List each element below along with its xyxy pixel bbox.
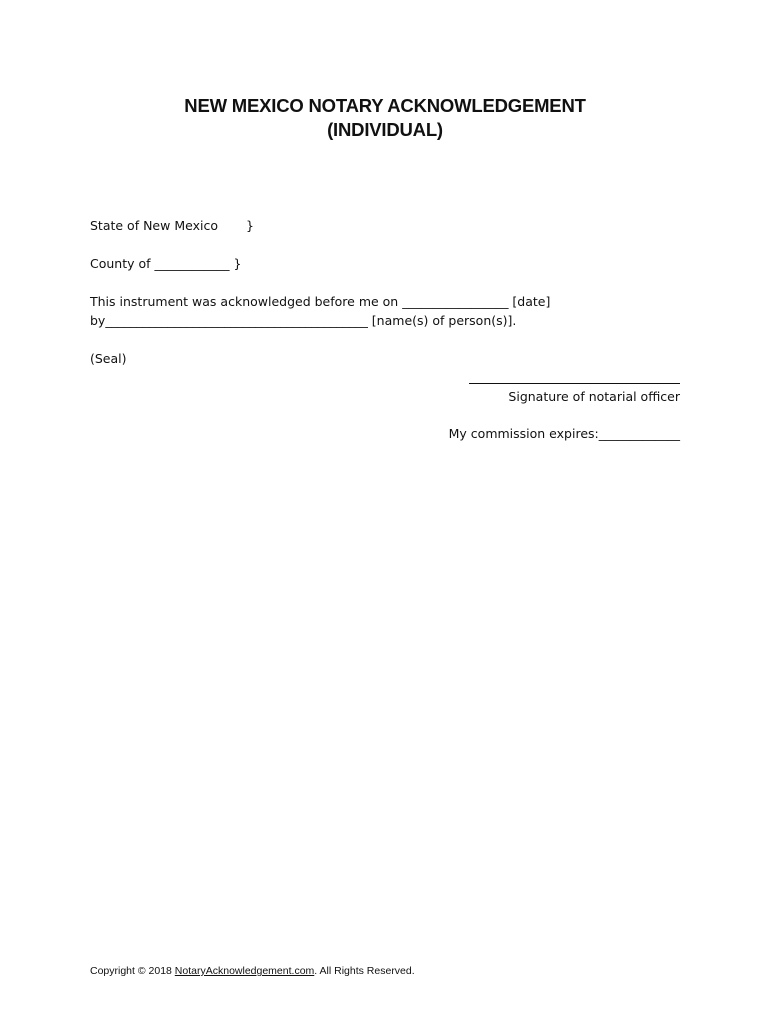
copyright-footer [90, 964, 415, 978]
state-label: State of New Mexico [90, 218, 218, 233]
state-brace: } [246, 218, 254, 233]
acknowledgement-names-line: by__________________________________________ [name(s) of person(s)]. [90, 313, 517, 328]
seal-label: (Seal) [90, 351, 127, 366]
signature-line [469, 383, 680, 384]
footer-suffix: . All Rights Reserved. [314, 965, 415, 977]
footer-link[interactable]: NotaryAcknowledgement.com [174, 965, 315, 977]
commission-expires-line: My commission expires:_____________ [448, 426, 680, 441]
county-line: County of ____________ } [90, 256, 242, 271]
acknowledgement-date-line: This instrument was acknowledged before me on _________________ [date] [90, 294, 551, 309]
footer-prefix: Copyright © 2018 [90, 965, 175, 977]
document-title: NEW MEXICO NOTARY ACKNOWLEDGEMENT [184, 95, 586, 116]
signature-label: Signature of notarial officer [508, 389, 680, 404]
document-subtitle: (INDIVIDUAL) [327, 119, 443, 140]
